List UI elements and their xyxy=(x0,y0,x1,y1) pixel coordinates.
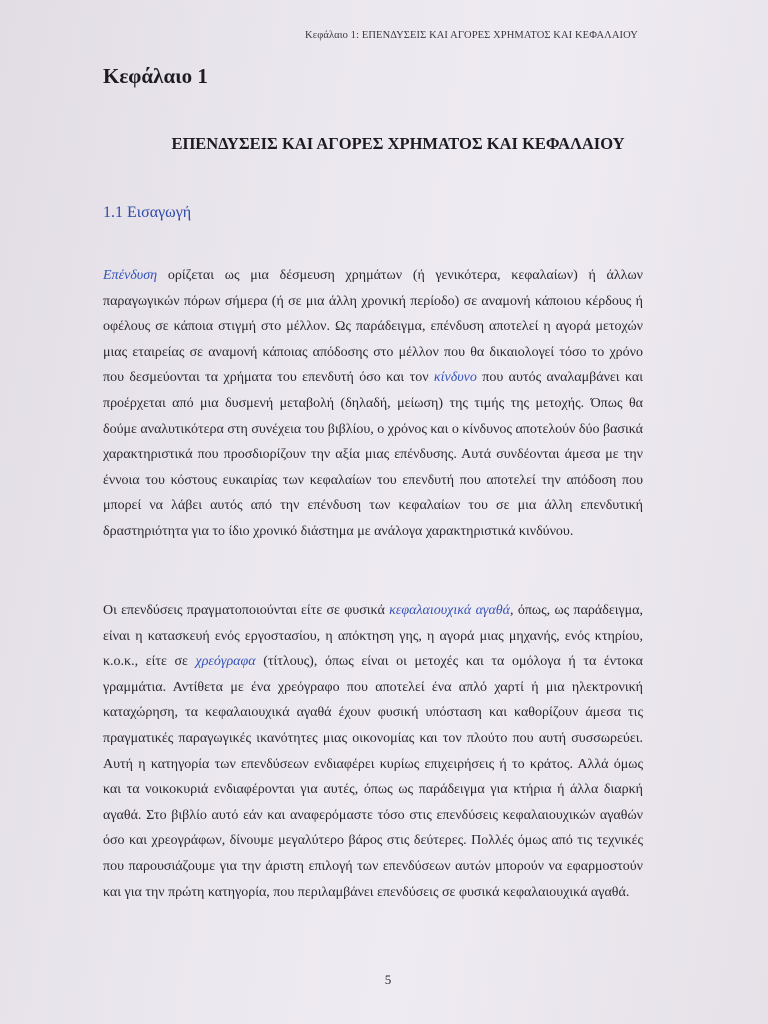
paragraph-text: Οι επενδύσεις πραγματοποιούνται είτε σε φυσικά xyxy=(103,603,390,618)
term-investment: Επένδυση xyxy=(103,268,158,283)
chapter-label: Κεφάλαιο 1 xyxy=(103,64,208,88)
running-header: Κεφάλαιο 1: ΕΠΕΝΔΥΣΕΙΣ ΚΑΙ ΑΓΟΡΕΣ ΧΡΗΜΑΤΟΣ ΚΑΙ ΚΕΦΑΛΑΙΟΥ xyxy=(305,30,638,41)
term-securities: χρεόγραφα xyxy=(195,654,256,670)
paragraph-text: ορίζεται ως μια δέσμευση χρημάτων (ή γενικότερα, κεφαλαίων) ή άλλων παραγωγικών πόρων σήμερα (ή σε μια άλλη χρονική περίοδο) σε αναμονή κάποιου κέρδους ή οφέλους σε κάποια στιγμή στο μέλλον. Ως παράδειγμα, επένδυση αποτελεί η αγορά μετοχών μιας εταιρείας σε αναμονή κάποιας απόδοσης στο μέλλον που θα δικαιολογεί τόσο το χρόνο που δεσμεύονται τα χρήματα του επενδυτή όσο και τον xyxy=(103,268,643,386)
paragraph-investment-definition xyxy=(103,263,643,545)
page-number: 5 xyxy=(384,972,392,987)
term-capital-goods: κεφαλαιουχικά αγαθά xyxy=(389,603,511,618)
section-heading: 1.1 Εισαγωγή xyxy=(103,204,192,221)
paragraph-text: , όπως, ως παράδειγμα, είναι η κατασκευή ενός εργοστασίου, η απόκτηση γης, η αγορά μιας μηχανής, ενός κτηρίου, κ.ο.κ., είτε σε xyxy=(103,603,643,670)
term-risk: κίνδυνο xyxy=(433,370,477,386)
paragraph-text: (τίτλους), όπως είναι οι μετοχές και τα ομόλογα ή τα έντοκα γραμμάτια. Αντίθετα με ένα χρεόγραφο που αποτελεί ένα απλό χαρτί ή μια ηλεκτρονική καταχώρηση, τα κεφαλαιουχικά αγαθά έχουν φυσική υπόσταση και καθορίζουν άμεσα τις πραγματικές παραγωγικές ικανότητες μιας οικονομίας και τον πλούτο που αυτή συσσωρεύει. Αυτή η κατηγορία των επενδύσεων ενδιαφέρει κυρίως επιχειρήσεις ή το κράτος. Αλλά όμως και τα νοικοκυριά ενδιαφέρονται για αυτές, όπως ως παράδειγμα για κτήρια ή άλλα διαρκή αγαθά. Στο βιβλίο αυτό εάν και αναφερόμαστε τόσο στις επενδύσεις κεφαλαιουχικών αγαθών όσο και χρεογράφων, δίνουμε μεγαλύτερο βάρος στις δεύτερες. Πολλές όμως από τις τεχνικές που παρουσιάζουμε για την άριστη επιλογή των επενδύσεων αυτών μπορούν να εφαρμοστούν και για την πρώτη κατηγορία, που περιλαμβάνει επενδύσεις σε φυσικά κεφαλαιουχικά αγαθά. xyxy=(103,654,643,900)
chapter-title: ΕΠΕΝΔΥΣΕΙΣ ΚΑΙ ΑΓΟΡΕΣ ΧΡΗΜΑΤΟΣ ΚΑΙ ΚΕΦΑΛΑΙΟΥ xyxy=(171,134,625,153)
paragraph-text: που αυτός αναλαμβάνει και προέρχεται από μια δυσμενή μεταβολή (δηλαδή, μείωση) της τιμής της μετοχής. Όπως θα δούμε αναλυτικότερα στη συνέχεια του βιβλίου, ο χρόνος και ο κίνδυνος αποτελούν δύο βασικά χαρακτηριστικά που προσδιορίζουν την αξία μιας επένδυσης. Αυτά συνδέονται άμεσα με την έννοια του κόστους ευκαιρίας των κεφαλαίων του επενδυτή που αποτελεί την απόδοση που μπορεί να λάβει αυτός από την επένδυση των κεφαλαίων του σε μια άλλη επενδυτική δραστηριότητα για το ίδιο χρονικό διάστημα με ανάλογα χαρακτηριστικά κινδύνου. xyxy=(103,370,643,539)
paragraph-investment-types xyxy=(103,598,643,905)
